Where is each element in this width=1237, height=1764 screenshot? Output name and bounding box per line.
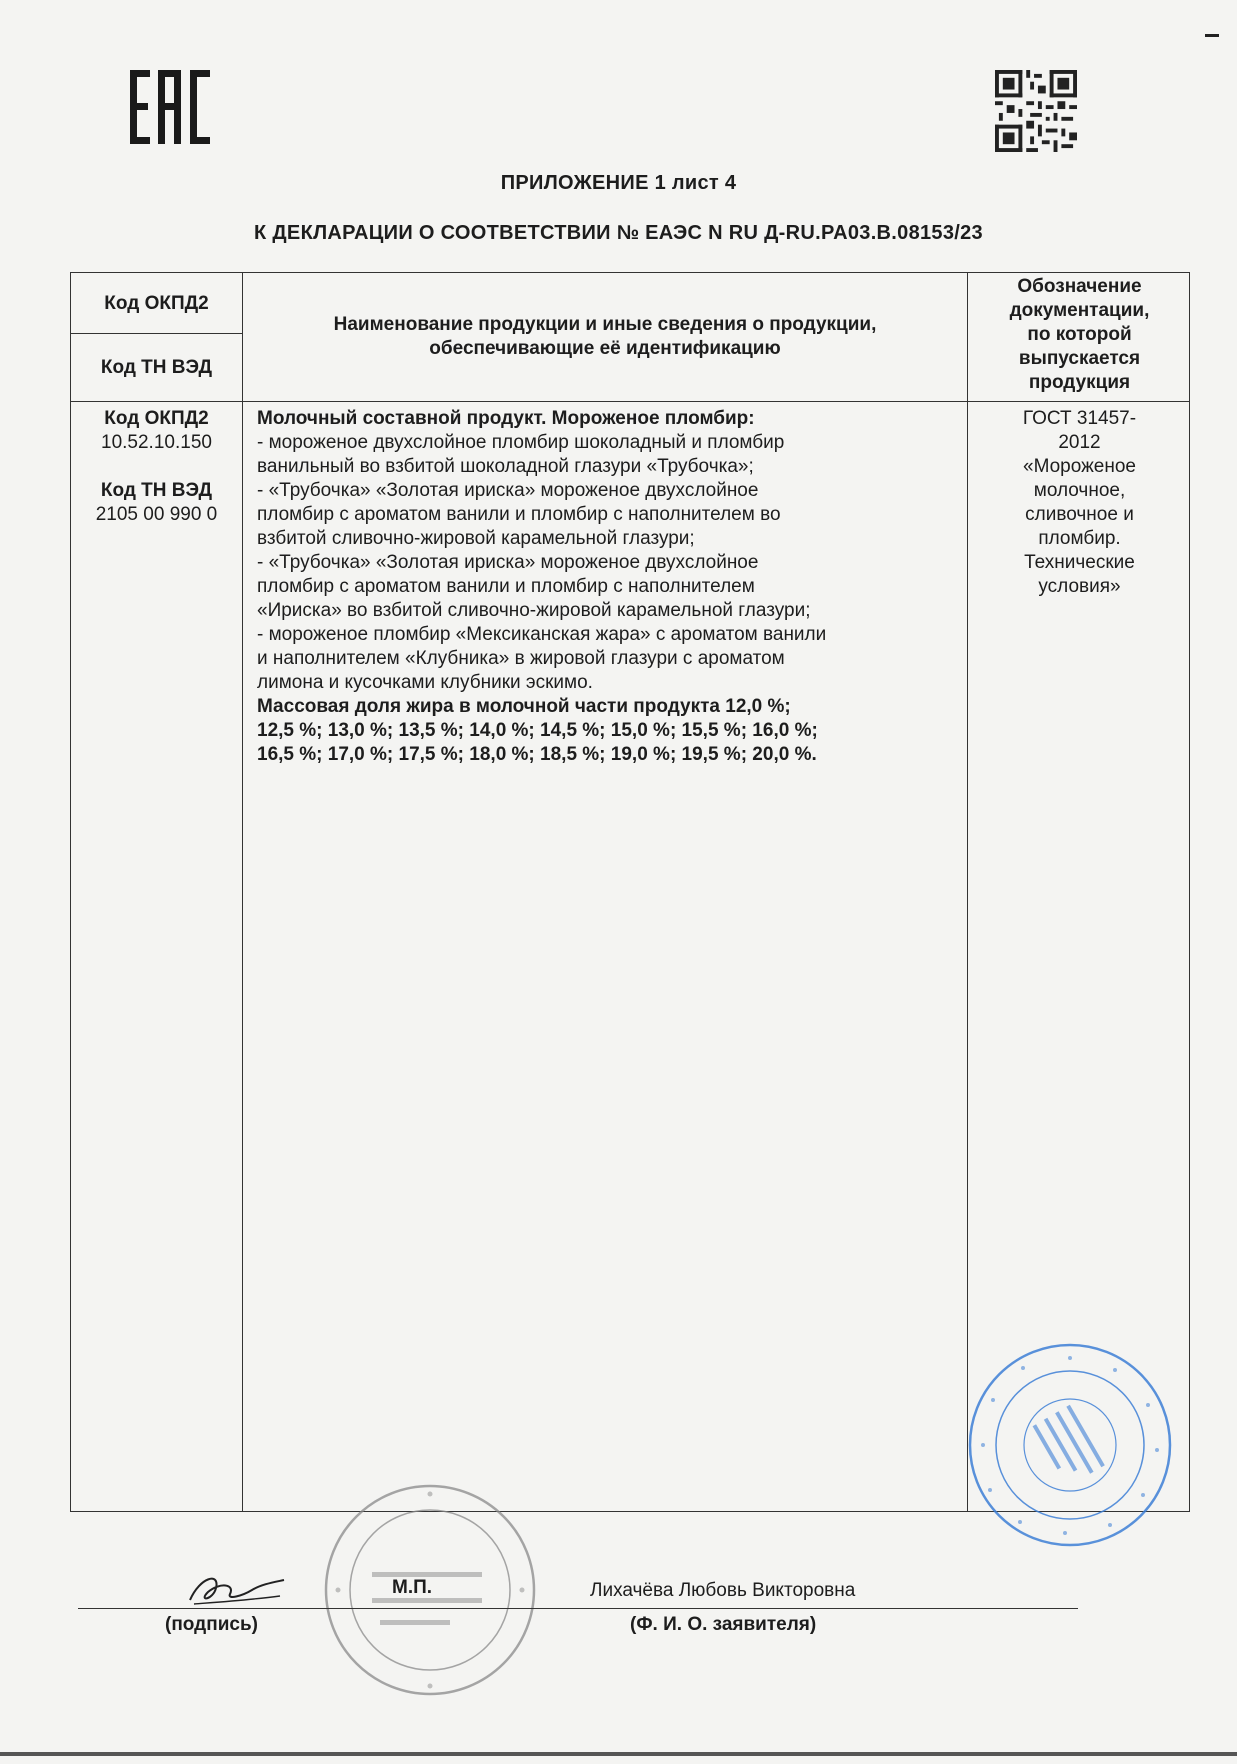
fat-line: Массовая доля жира в молочной части продукта 12,0 %; <box>257 696 791 717</box>
doc-line: сливочное и <box>1025 504 1134 525</box>
tn-value: 2105 00 990 0 <box>95 504 218 525</box>
signature-scribble <box>180 1562 290 1608</box>
table-divider <box>71 401 1189 402</box>
product-line: Молочный составной продукт. Мороженое пломбир: <box>257 408 755 429</box>
header-line: по которой <box>1027 324 1132 345</box>
header-code-okpd: Код ОКПД2 <box>104 293 209 314</box>
declaration-title: К ДЕКЛАРАЦИИ О СООТВЕТСТВИИ № ЕАЭС N RU Д-RU.PA03.B.08153/23 <box>254 222 983 244</box>
appendix-title: ПРИЛОЖЕНИЕ 1 лист 4 <box>500 172 737 194</box>
header-line: Наименование продукции и иные сведения о продукции, <box>333 314 877 335</box>
header-line: Обозначение <box>1017 276 1142 297</box>
product-line: и наполнителем «Клубника» в жировой глазури с ароматом <box>257 648 785 669</box>
product-description-cell <box>257 407 957 767</box>
header-line: выпускается <box>1018 348 1141 369</box>
signature-line <box>78 1608 1078 1609</box>
doc-line: пломбир. <box>1038 528 1121 549</box>
doc-line: ГОСТ 31457- <box>1022 408 1137 429</box>
product-line: лимона и кусочками клубники эскимо. <box>257 672 593 693</box>
okpd-label: Код ОКПД2 <box>104 408 209 429</box>
applicant-label: (Ф. И. О. заявителя) <box>630 1614 817 1635</box>
applicant-name: Лихачёва Любовь Викторовна <box>590 1580 856 1601</box>
fat-line: 16,5 %; 17,0 %; 17,5 %; 18,0 %; 18,5 %; 19,0 %; 19,5 %; 20,0 %. <box>257 744 817 765</box>
product-line: - «Трубочка» «Золотая ириска» мороженое двухслойное <box>257 552 759 573</box>
doc-line: молочное, <box>1033 480 1126 501</box>
header-documentation <box>968 275 1191 395</box>
tn-label: Код ТН ВЭД <box>100 480 213 501</box>
header-product-name <box>243 313 967 361</box>
product-line: - мороженое двухслойное пломбир шоколадный и пломбир <box>257 432 785 453</box>
header-line: продукция <box>1028 372 1131 393</box>
product-line: «Ириска» во взбитой сливочно-жировой карамельной глазури; <box>257 600 811 621</box>
doc-line: «Мороженое <box>1023 456 1136 477</box>
doc-line: условия» <box>1038 576 1121 597</box>
stamp-place-label: М.П. <box>392 1577 433 1598</box>
doc-line: Технические <box>1024 552 1135 573</box>
okpd-value: 10.52.10.150 <box>101 432 212 453</box>
header-line: обеспечивающие её идентификацию <box>429 338 781 359</box>
documentation-cell <box>968 407 1191 599</box>
company-stamp-right <box>965 1340 1175 1550</box>
codes-cell <box>71 407 242 527</box>
table-divider <box>242 273 243 1511</box>
fat-line: 12,5 %; 13,0 %; 13,5 %; 14,0 %; 14,5 %; 15,0 %; 15,5 %; 16,0 %; <box>257 720 818 741</box>
product-table <box>70 272 1190 1512</box>
qr-code-icon <box>995 70 1077 152</box>
product-line: - «Трубочка» «Золотая ириска» мороженое двухслойное <box>257 480 759 501</box>
header-line: документации, <box>1009 300 1150 321</box>
eac-logo-icon <box>130 70 212 144</box>
product-line: взбитой сливочно-жировой карамельной глазури; <box>257 528 695 549</box>
table-divider <box>71 333 242 334</box>
scan-edge <box>0 1752 1237 1756</box>
scan-mark <box>1205 34 1219 37</box>
product-line: пломбир с ароматом ванили и пломбир с наполнителем во <box>257 504 781 525</box>
product-line: - мороженое пломбир «Мексиканская жара» с ароматом ванили <box>257 624 827 645</box>
doc-line: 2012 <box>1058 432 1101 453</box>
header-code-tn: Код ТН ВЭД <box>100 357 213 378</box>
signature-label: (подпись) <box>165 1614 258 1635</box>
product-line: пломбир с ароматом ванили и пломбир с наполнителем <box>257 576 755 597</box>
product-line: ванильный во взбитой шоколадной глазури «Трубочка»; <box>257 456 754 477</box>
